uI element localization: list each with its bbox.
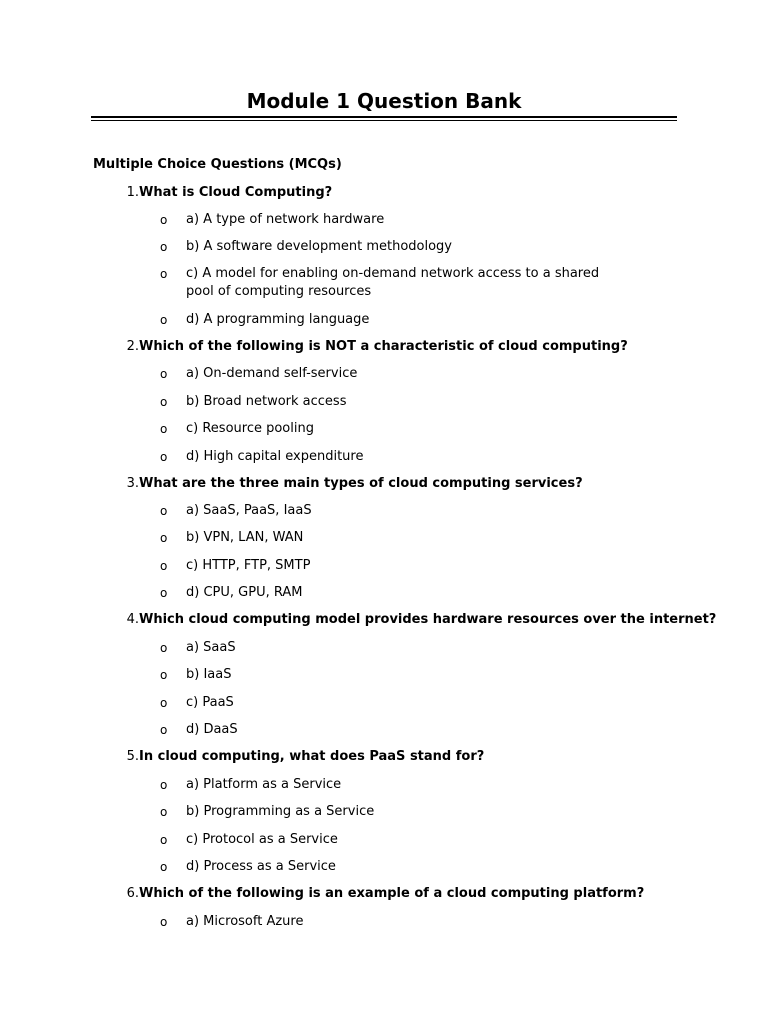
bullet-icon: o bbox=[160, 833, 168, 847]
bullet-icon: o bbox=[160, 778, 168, 792]
bullet-icon: o bbox=[160, 367, 168, 381]
option-text: c) HTTP, FTP, SMTP bbox=[186, 558, 311, 573]
question-5 bbox=[110, 748, 730, 766]
option-text: c) PaaS bbox=[186, 695, 234, 710]
option-text: a) SaaS bbox=[186, 640, 236, 655]
question-text: Which of the following is NOT a characteristic of cloud computing? bbox=[139, 339, 628, 354]
bullet-icon: o bbox=[160, 213, 168, 227]
option-text: a) A type of network hardware bbox=[186, 212, 385, 227]
bullet-icon: o bbox=[160, 559, 168, 573]
option-text: b) VPN, LAN, WAN bbox=[186, 530, 304, 545]
option-text: b) Broad network access bbox=[186, 394, 347, 409]
question-1 bbox=[110, 184, 730, 202]
bullet-icon: o bbox=[160, 696, 168, 710]
option-text: b) A software development methodology bbox=[186, 239, 452, 254]
option-text: d) CPU, GPU, RAM bbox=[186, 585, 303, 600]
option-text: d) Process as a Service bbox=[186, 859, 336, 874]
bullet-icon: o bbox=[160, 860, 168, 874]
title-rule-thin bbox=[91, 120, 677, 121]
question-text: Which of the following is an example of a cloud computing platform? bbox=[139, 886, 645, 901]
question-number: 4. bbox=[126, 612, 139, 627]
option-text: d) High capital expenditure bbox=[186, 449, 364, 464]
question-3 bbox=[110, 475, 730, 493]
option-text: d) A programming language bbox=[186, 312, 370, 327]
question-text: What is Cloud Computing? bbox=[139, 185, 333, 200]
question-2 bbox=[110, 338, 730, 356]
bullet-icon: o bbox=[160, 723, 168, 737]
bullet-icon: o bbox=[160, 805, 168, 819]
bullet-icon: o bbox=[160, 240, 168, 254]
question-number: 6. bbox=[126, 886, 139, 901]
option-text: c) Protocol as a Service bbox=[186, 832, 338, 847]
bullet-icon: o bbox=[160, 313, 168, 327]
option-text: a) Platform as a Service bbox=[186, 777, 342, 792]
question-number: 3. bbox=[126, 476, 139, 491]
question-number: 2. bbox=[126, 339, 139, 354]
question-text: What are the three main types of cloud computing services? bbox=[139, 476, 583, 491]
question-6 bbox=[110, 885, 730, 903]
bullet-icon: o bbox=[160, 267, 168, 281]
bullet-icon: o bbox=[160, 586, 168, 600]
question-text: In cloud computing, what does PaaS stand for? bbox=[139, 749, 485, 764]
option-text: a) Microsoft Azure bbox=[186, 914, 304, 929]
option-text: b) IaaS bbox=[186, 667, 232, 682]
bullet-icon: o bbox=[160, 531, 168, 545]
option-text: a) SaaS, PaaS, IaaS bbox=[186, 503, 312, 518]
question-4 bbox=[110, 611, 730, 629]
question-number: 1. bbox=[126, 185, 139, 200]
bullet-icon: o bbox=[160, 395, 168, 409]
section-heading: Multiple Choice Questions (MCQs) bbox=[93, 157, 342, 172]
bullet-icon: o bbox=[160, 504, 168, 518]
page-title: Module 1 Question Bank bbox=[246, 89, 522, 113]
bullet-icon: o bbox=[160, 422, 168, 436]
option-text: b) Programming as a Service bbox=[186, 804, 375, 819]
bullet-icon: o bbox=[160, 668, 168, 682]
title-rule-thick bbox=[91, 116, 677, 118]
option-text: c) A model for enabling on-demand network access to a shared pool of computing resources bbox=[186, 266, 600, 299]
bullet-icon: o bbox=[160, 915, 168, 929]
option-text: d) DaaS bbox=[186, 722, 238, 737]
bullet-icon: o bbox=[160, 641, 168, 655]
option-text: a) On-demand self-service bbox=[186, 366, 358, 381]
option-text: c) Resource pooling bbox=[186, 421, 314, 436]
bullet-icon: o bbox=[160, 450, 168, 464]
question-text: Which cloud computing model provides hardware resources over the internet? bbox=[139, 612, 717, 627]
question-number: 5. bbox=[126, 749, 139, 764]
